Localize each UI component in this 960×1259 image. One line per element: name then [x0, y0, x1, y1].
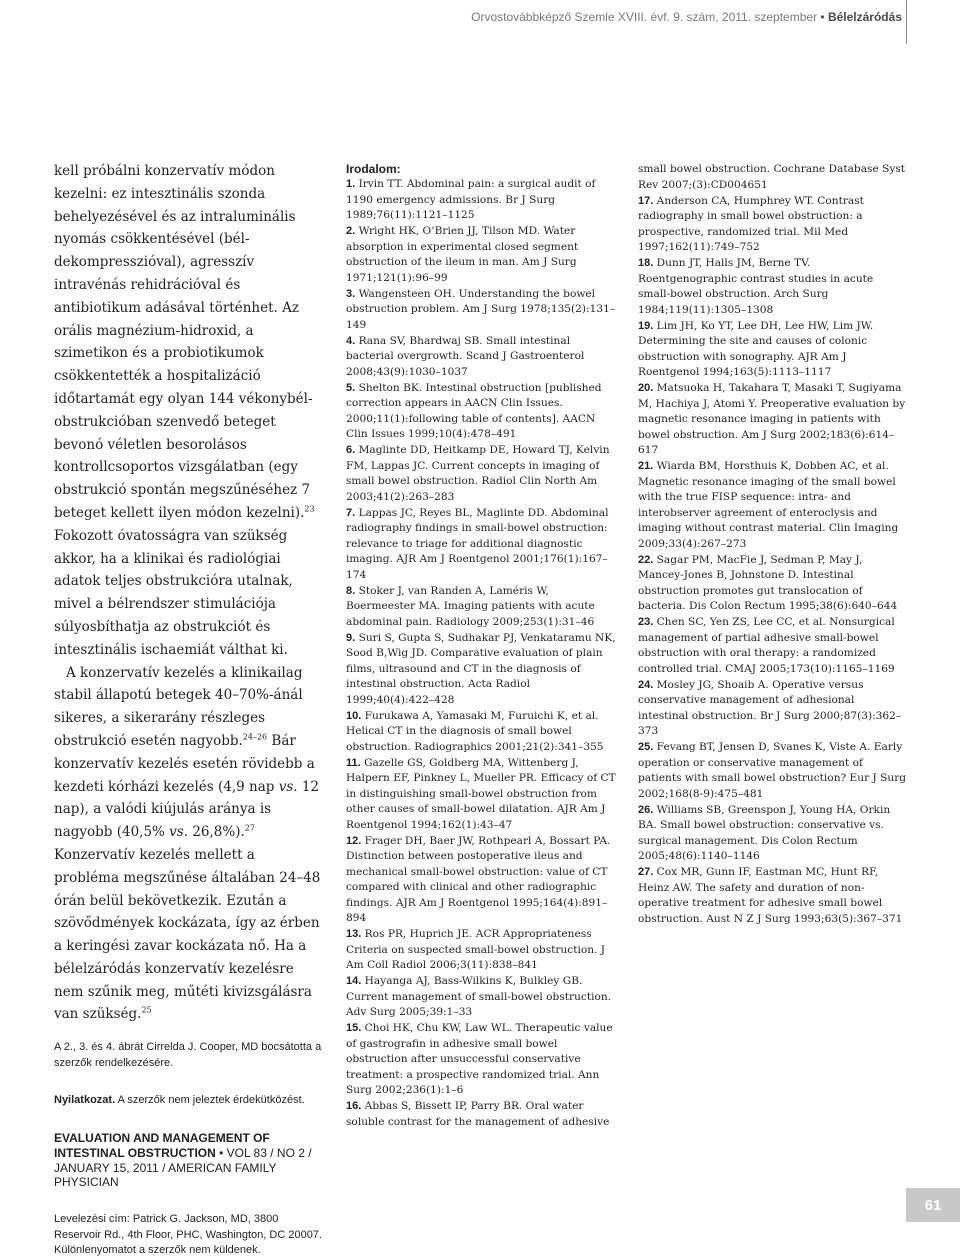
conflict-statement: Nyilatkozat. A szerzők nem jeleztek érdekütközést. — [54, 1094, 305, 1107]
reference-number: 9. — [346, 631, 356, 644]
correspondence-address: Levelezési cím: Patrick G. Jackson, MD, 3800 Reservoir Rd., 4th Floor, PHC, Washington, DC 20007. — [54, 1213, 322, 1241]
reference-number: 12. — [346, 834, 362, 847]
reference-number: 26. — [638, 803, 654, 816]
reference-item — [346, 443, 616, 505]
reference-text: Wright HK, O’Brien JJ, Tilson MD. Water absorption in experimental closed segment obstruction of the ileum in man. Am J Surg 1971;121(1):96–99 — [346, 225, 579, 284]
reference-item — [638, 194, 908, 256]
reference-number: 27. — [638, 866, 654, 878]
reference-item — [638, 319, 908, 381]
reference-number: 8. — [346, 584, 356, 597]
reference-text: Hayanga AJ, Bass-Wilkins K, Bulkley GB. Current management of small-bowel obstruction. Adv Surg 2005;39:1–33 — [346, 975, 612, 1018]
section-title: Bélelzáródás — [827, 10, 902, 24]
reference-item — [346, 1021, 616, 1099]
reference-number: 15. — [346, 1022, 362, 1034]
reference-number: 1. — [346, 178, 356, 190]
paragraph-2: A konzervatív kezelés a klinikailag stabil állapotú betegek 40–70%-ánál sikeres, a sikerarány részleges obstrukció esetén nagyobb.$^{24-26}$ Bár konzervatív kezelés esetén rövidebb a kezdeti kórházi kezelés (4,9 nap vs. 12 nap), a valódi kiújulás aránya is nagyobb (40,5% vs. 26,8%).$^{27}$ Konzervatív kezelés mellett a probléma megszűnése általában 24–48 órán belül bekövetkezik. Ezután a szövődmények kockázata, így az érben a keringési zavar kockázata nő. Ha a bélelzáródás konzervatív kezelésre nem szűnik meg, műtéti kivizsgálásra van szükség.$^{25}$ — [54, 664, 321, 1023]
reference-number: 17. — [638, 194, 654, 207]
reference-text: Williams SB, Greenspon J, Young HA, Orkin BA. Small bowel obstruction: conservative vs. surgical management. Dis Colon Rectum 2005;48(6):1140–1146 — [638, 803, 891, 862]
reference-item — [346, 224, 616, 286]
reference-number: 2. — [346, 225, 356, 237]
reference-item — [346, 631, 616, 709]
reference-number: 25. — [638, 741, 654, 753]
reference-item — [638, 615, 908, 677]
reference-text: Furukawa A, Yamasaki M, Furuichi K, et al. Helical CT in the diagnosis of small bowel obstruction. Radiographics 2001;21(2):341–355 — [346, 709, 604, 753]
reference-text: Chen SC, Yen ZS, Lee CC, et al. Nonsurgical management of partial adhesive small-bowel obstruction with oral therapy: a randomized controlled trial. CMAJ 2005;173(10):1165–1169 — [638, 616, 895, 675]
reference-text: Sagar PM, MacFie J, Sedman P, May J, Mancey-Jones B, Johnstone D. Intestinal obstruction promotes gut translocation of bacteria. Dis Colon Rectum 1995;38(6):640–644 — [638, 553, 898, 612]
reference-text: Frager DH, Baer JW, Rothpearl A, Bossart PA. Distinction between postoperative ileus and mechanical small-bowel obstruction: value of CT compared with clinical and other radiographic findings. AJR Am J Roentgenol 1995;164(4):891–894 — [346, 834, 611, 924]
main-text-column — [54, 160, 324, 1259]
reference-list-1 — [346, 177, 616, 1130]
reprints-note: Különlenyomatot a szerzők nem küldenek. — [54, 1244, 261, 1257]
reference-text: Wangensteen OH. Understanding the bowel obstruction problem. Am J Surg 1978;135(2):131–149 — [346, 287, 616, 331]
reference-item — [346, 709, 616, 756]
reference-text: Rana SV, Bhardwaj SB. Small intestinal bacterial overgrowth. Scand J Gastroenterol 2008;43(9):1030–1037 — [346, 334, 585, 378]
references-column-2 — [638, 162, 908, 928]
reference-number: 20. — [638, 382, 654, 394]
reference-text: Dunn JT, Halls JM, Berne TV. Roentgenographic contrast studies in acute small-bowel obstruction. Arch Surg 1984;119(11):1305–1308 — [638, 257, 874, 316]
reference-number: 16. — [346, 1100, 362, 1112]
reference-item — [346, 506, 616, 584]
reference-text: Ros PR, Huprich JE. ACR Appropriateness Criteria on suspected small-bowel obstruction. J Am Coll Radiol 2006;3(11):838–841 — [346, 928, 606, 971]
reference-text: Mosley JG, Shoaib A. Operative versus conservative management of adhesional intestinal obstruction. Br J Surg 2000;87(3):362–373 — [638, 678, 902, 737]
references-column-1 — [346, 162, 616, 1131]
reference-number: 24. — [638, 678, 654, 691]
reference-text: Stoker J, van Randen A, Laméris W, Boermeester MA. Imaging patients with acute abdominal pain. Radiology 2009;253(1):31–46 — [346, 584, 595, 628]
reference-number: 11. — [346, 756, 361, 769]
reference-text: Matsuoka H, Takahara T, Masaki T, Sugiyama M, Hachiya J, Atomi Y. Preoperative evaluation by magnetic resonance imaging in patients with bowel obstruction. Am J Surg 2002;183(6):614–617 — [638, 382, 906, 456]
reference-item — [346, 381, 616, 443]
reference-number: 14. — [346, 975, 362, 987]
reference-text: Maglinte DD, Heitkamp DE, Howard TJ, Kelvin FM, Lappas JC. Current concepts in imaging of small bowel obstruction. Radiol Clin North Am 2003;41(2):263–283 — [346, 444, 610, 503]
reference-number: 18. — [638, 257, 654, 269]
reference-text: Wiarda BM, Horsthuis K, Dobben AC, et al. Magnetic resonance imaging of the small bowel with the true FISP sequence: intra- and interobserver agreement of enteroclysis and imaging without contrast material. Clin Imaging 2009;33(4):267–273 — [638, 460, 899, 550]
reference-list-2 — [638, 162, 908, 927]
page-number: 61 — [906, 1188, 960, 1222]
figure-credit: A 2., 3. és 4. ábrát Cirrelda J. Cooper, MD bocsátotta a szerzők rendelkezésére. — [54, 1041, 322, 1069]
reference-number: 19. — [638, 319, 654, 332]
reference-number: 23. — [638, 616, 654, 628]
reference-item — [346, 974, 616, 1021]
reference-number: 5. — [346, 381, 356, 394]
reference-item — [638, 740, 908, 802]
running-head-bullet: • — [820, 10, 825, 24]
reference-number: 6. — [346, 444, 356, 456]
reference-item — [346, 584, 616, 631]
reference-text: Suri S, Gupta S, Sudhakar PJ, Venkataramu NK, Sood B,Wig JD. Comparative evaluation of plain films, ultrasound and CT in the diagnosis of intestinal obstruction. Acta Radiol 1999;40(4):422–428 — [346, 631, 616, 706]
reference-text: Anderson CA, Humphrey WT. Contrast radiography in small bowel obstruction: a prospective, randomized trial. Mil Med 1997;162(11):749–752 — [638, 194, 864, 253]
original-article-citation: EVALUATION AND MANAGEMENT OF INTESTINAL OBSTRUCTION • VOL 83 / NO 2 / JANUARY 15, 2011 / AMERICAN FAMILY PHYSICIAN — [54, 1131, 312, 1190]
reference-text: Fevang BT, Jensen D, Svanes K, Viste A. Early operation or conservative management of patients with small bowel obstruction? Eur J Surg 2002;168(8-9):475–481 — [638, 741, 907, 800]
reference-text: Choi HK, Chu KW, Law WL. Therapeutic value of gastrografin in adhesive small bowel obstruction after unsuccessful conservative treatment: a prospective randomized trial. Ann Surg 2002;236(1):1–6 — [346, 1022, 613, 1096]
reference-item — [638, 459, 908, 552]
reference-number: 7. — [346, 506, 356, 519]
reference-item — [638, 553, 908, 615]
reference-item — [638, 381, 908, 459]
reference-item — [346, 834, 616, 927]
reference-continuation: small bowel obstruction. Cochrane Database Syst Rev 2007;(3):CD004651 — [638, 163, 906, 191]
reference-item — [638, 678, 908, 740]
reference-text: Cox MR, Gunn IF, Eastman MC, Hunt RF, Heinz AW. The safety and duration of non-operative treatment for adhesive small bowel obstruction. Aust N Z J Surg 1993;63(5):367–371 — [638, 866, 903, 925]
reference-text: Abbas S, Bissett IP, Parry BR. Oral water soluble contrast for the management of adhesive — [346, 1100, 610, 1128]
reference-number: 3. — [346, 287, 356, 300]
reference-number: 13. — [346, 928, 362, 940]
reference-item — [346, 927, 616, 974]
reference-text: Gazelle GS, Goldberg MA, Wittenberg J, Halpern EF, Pinkney L, Mueller PR. Efficacy of CT in distinguishing small-bowel obstruction from other causes of small-bowel dilatation. AJR Am J Roentgenol 1994;162(1):43–47 — [346, 756, 616, 831]
reference-number: 10. — [346, 709, 362, 722]
paragraph-1: kell próbálni konzervatív módon kezelni: ez intesztinális szonda behelyezésével és az intraluminális nyomás csökkentésével (bél-dekompresszióval), agresszív intravénás rehidrációval és antibiotikum adásával történhet. Az orális magnézium-hidroxid, a szimetikon és a probiotikumok csökkentették a hospitalizáció időtartamát egy olyan 144 vékonybél-obstrukcióban szenvedő beteget bevonó véletlen besorolásos kontrollcsoportos vizsgálatban (egy obstrukció spontán megszűnéséhez 7 beteget kellett ilyen módon kezelni).$^{23}$ Fokozott óvatosságra van szükség akkor, ha a klinikai és radiológiai adatok teljes obstrukcióra utalnak, mivel a bélrendszer stimulációja súlyosbíthatja az obstrukciót és intesztinális ischaemiát válthat ki. — [54, 163, 315, 658]
reference-number: 21. — [638, 460, 654, 472]
references-heading: Irodalom: — [346, 162, 401, 176]
reference-item — [638, 256, 908, 318]
reference-number: 22. — [638, 553, 654, 566]
reference-item — [638, 865, 908, 927]
reference-text: Lim JH, Ko YT, Lee DH, Lee HW, Lim JW. Determining the site and causes of colonic obstruction with sonography. AJR Am J Roentgenol 1994;163(5):1113–1117 — [638, 319, 874, 378]
reference-item — [346, 1099, 616, 1130]
header-rule — [906, 0, 907, 44]
running-head — [202, 10, 902, 24]
reference-item — [346, 334, 616, 381]
reference-number: 4. — [346, 334, 356, 347]
journal-info: Orvostovábbképző Szemle XVIII. évf. 9. szám, 2011. szeptember — [471, 10, 818, 24]
correspondence — [54, 1212, 324, 1259]
reference-item — [638, 803, 908, 865]
reference-text: Lappas JC, Reyes BL, Maglinte DD. Abdominal radiography findings in small-bowel obstruction: relevance to triage for additional diagnostic imaging. AJR Am J Roentgenol 2001;176(1):167–174 — [346, 506, 609, 581]
reference-text: Shelton BK. Intestinal obstruction [published correction appears in AACN Clin Issues. 2000;11(1):following table of contents]. AACN Clin Issues 1999;10(4):478–491 — [346, 381, 602, 440]
reference-item — [346, 177, 616, 224]
reference-item — [346, 287, 616, 334]
reference-text: Irvin TT. Abdominal pain: a surgical audit of 1190 emergency admissions. Br J Surg 1989;76(11):1121–1125 — [346, 178, 596, 221]
reference-item — [346, 756, 616, 834]
